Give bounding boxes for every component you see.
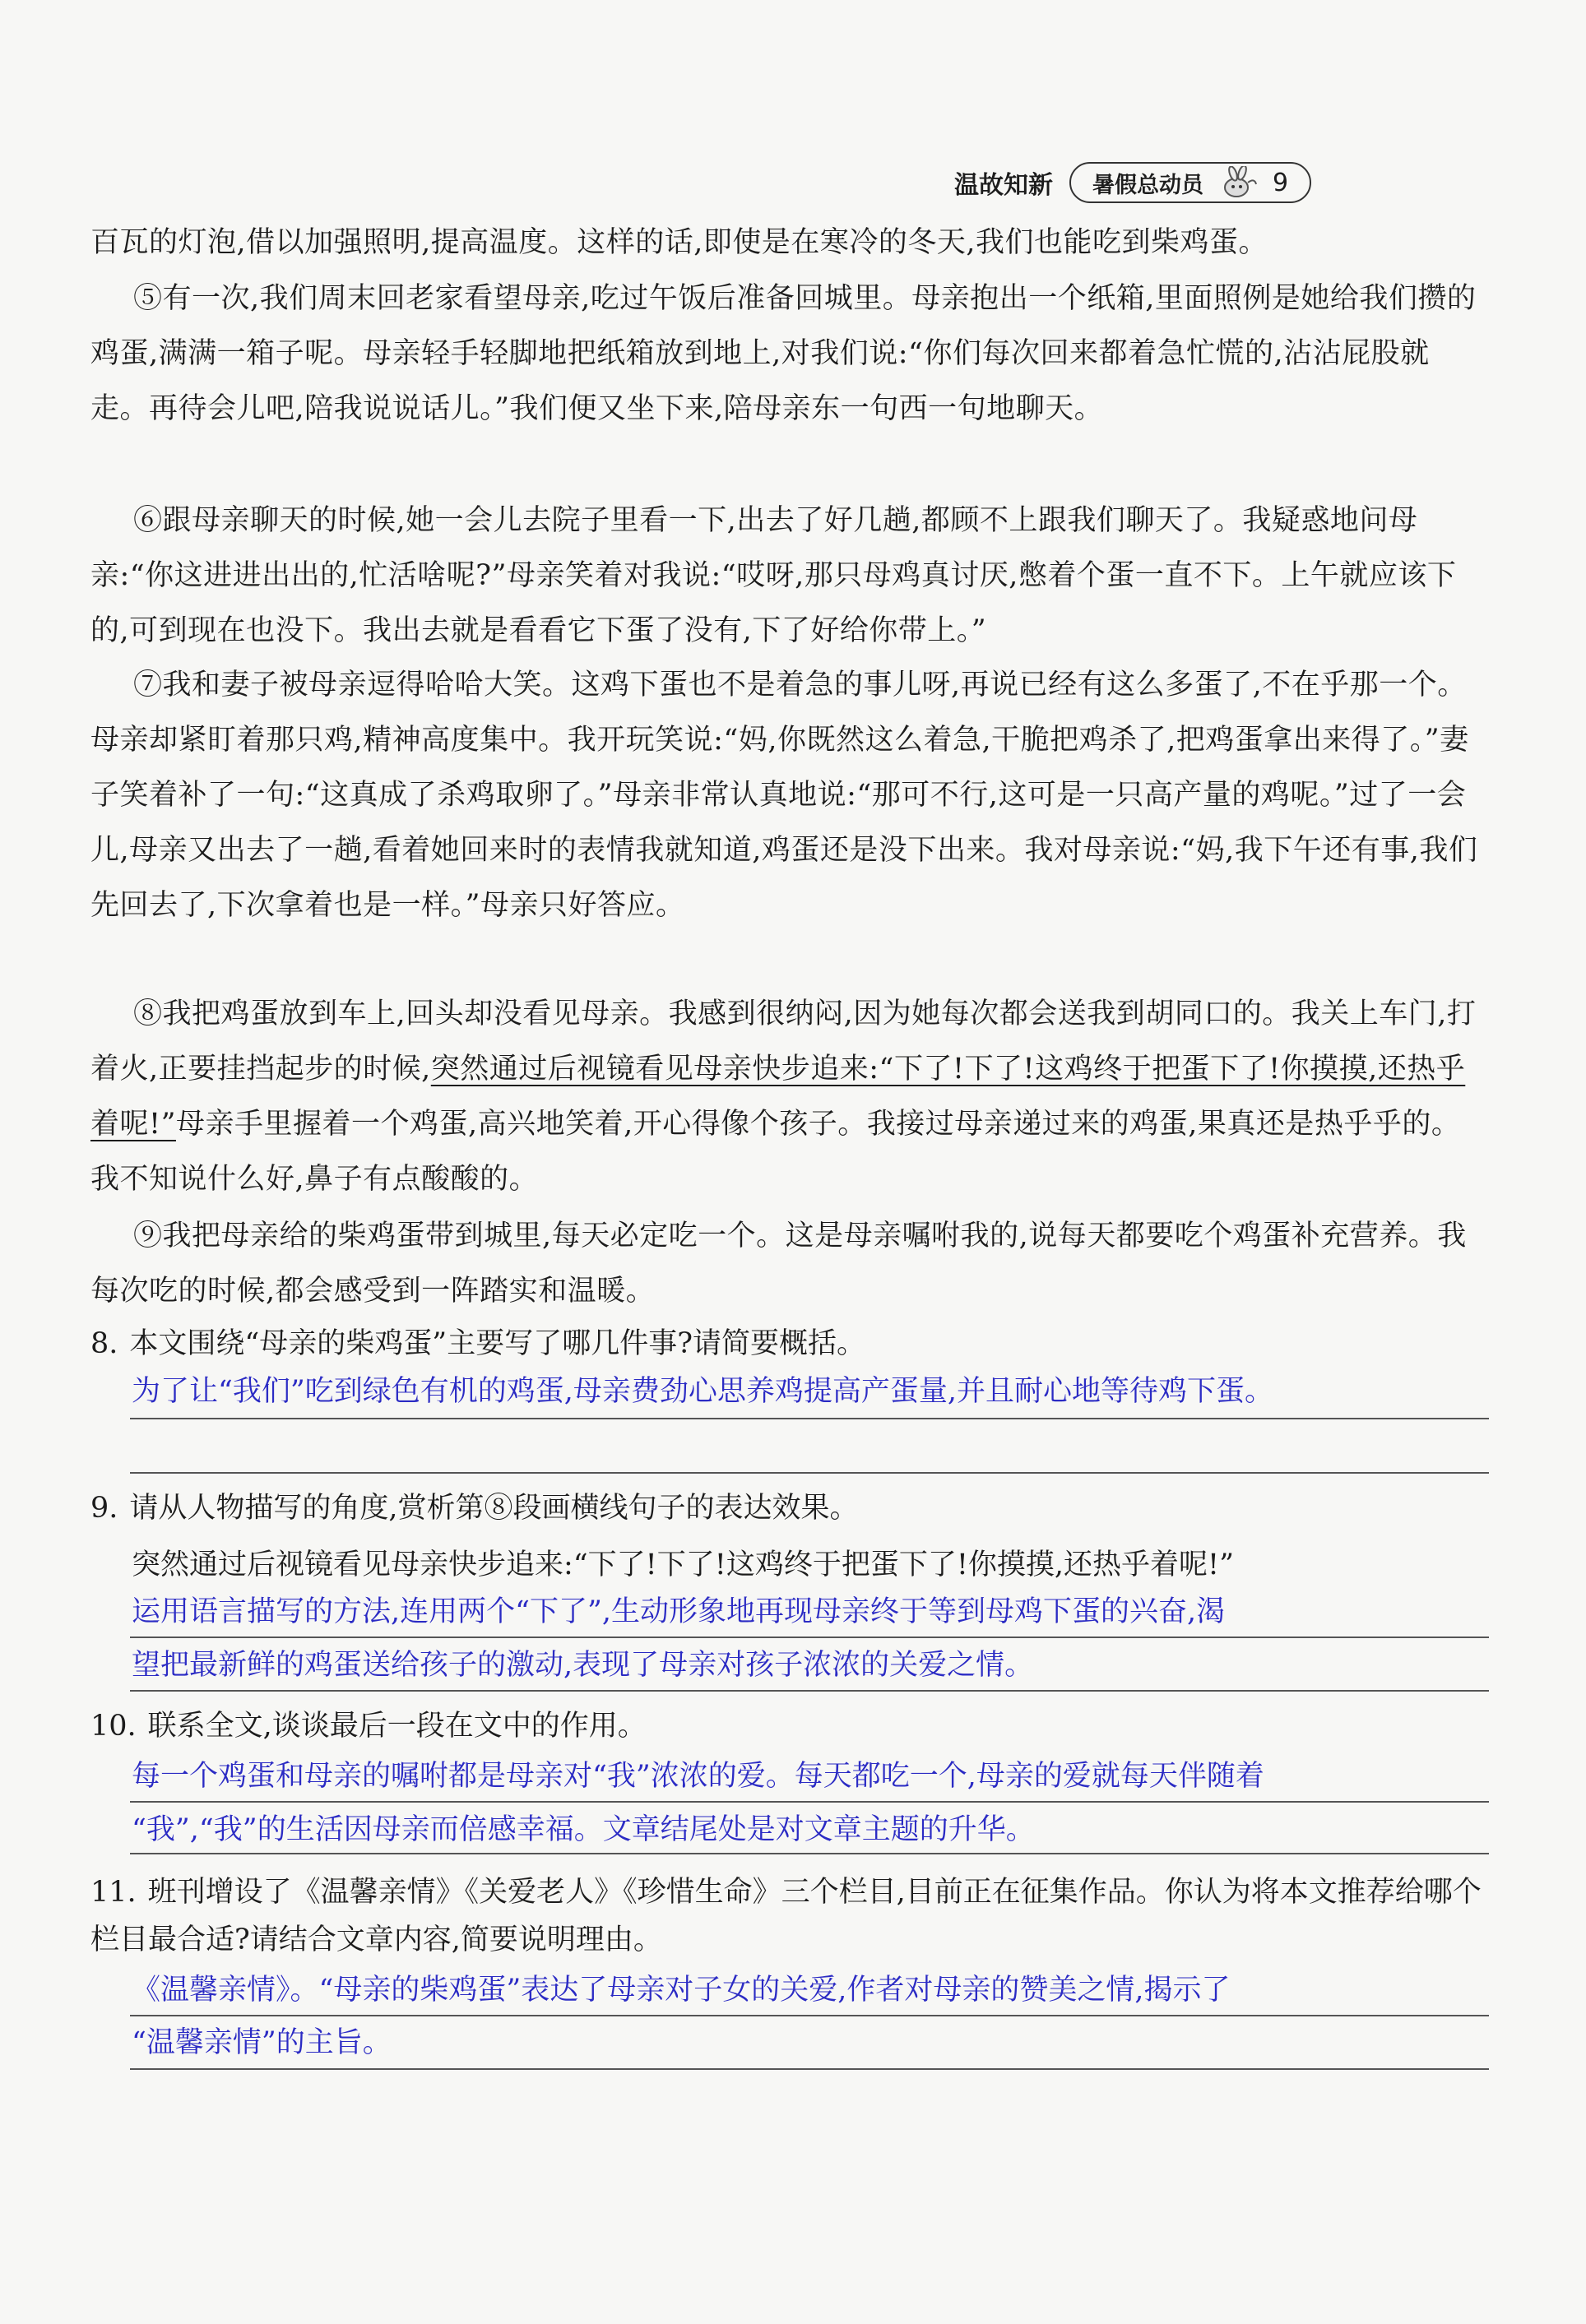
- answer-10-line-1[interactable]: 每一个鸡蛋和母亲的嘱咐都是母亲对“我”浓浓的爱。每天都吃一个,母亲的爱就每天伴随着: [132, 1760, 1264, 1793]
- answer-line: [130, 1801, 1489, 1803]
- question-text: 请从人物描写的角度,赏析第⑧段画横线句子的表达效果。: [129, 1492, 859, 1525]
- question-text: 班刊增设了《温馨亲情》《关爱老人》《珍惜生命》三个栏目,目前正在征集作品。你认为将本文推荐给哪个栏目最合适?请结合文章内容,简要说明理由。: [90, 1876, 1482, 1956]
- answer-9-line-1[interactable]: 运用语言描写的方法,连用两个“下了”,生动形象地再现母亲终于等到母鸡下蛋的兴奋,渴: [132, 1595, 1226, 1628]
- section-title: 温故知新: [954, 171, 1053, 200]
- question-10: [90, 1702, 1487, 1750]
- answer-10-line-2[interactable]: “我”,“我”的生活因母亲而倍感幸福。文章结尾处是对文章主题的升华。: [132, 1813, 1035, 1846]
- p8-underlined-sentence: 突然通过后视镜看见母亲快步追来:“下了!下了!这鸡终于把蛋下了!你摸摸,还热乎着呢!”: [90, 1053, 1466, 1141]
- passage-paragraph-8: [90, 987, 1487, 1207]
- answer-line: [130, 1690, 1489, 1692]
- rabbit-mascot-icon: [1220, 166, 1258, 199]
- answer-11-line-2[interactable]: “温馨亲情”的主旨。: [132, 2026, 392, 2059]
- question-8: [90, 1320, 1487, 1368]
- passage-paragraph-6: ⑥跟母亲聊天的时候,她一会儿去院子里看一下,出去了好几趟,都顾不上跟我们聊天了。我疑惑地问母亲:“你这进进出出的,忙活啥呢?”母亲笑着对我说:“哎呀,那只母鸡真讨厌,憋着个蛋一直不下。上午就应该下的,可到现在也没下。我出去就是看看它下蛋了没有,下了好给你带上。”: [90, 504, 1457, 647]
- question-number: 10.: [90, 1710, 137, 1743]
- answer-11-line-1[interactable]: 《温馨亲情》。“母亲的柴鸡蛋”表达了母亲对子女的关爱,作者对母亲的赞美之情,揭示了: [132, 1974, 1231, 2007]
- page-number: 9: [1273, 168, 1289, 197]
- question-number: 8.: [90, 1327, 118, 1360]
- p8-text-after: 母亲手里握着一个鸡蛋,高兴地笑着,开心得像个孩子。我接过母亲递过来的鸡蛋,果真还是热乎乎的。我不知说什么好,鼻子有点酸酸的。: [90, 1108, 1461, 1196]
- series-title: 暑假总动员: [1092, 172, 1203, 198]
- answer-line: [130, 1472, 1489, 1474]
- question-9: [90, 1484, 1487, 1532]
- question-number: 11.: [90, 1876, 137, 1909]
- passage-paragraph-5: ⑤有一次,我们周末回老家看望母亲,吃过午饭后准备回城里。母亲抱出一个纸箱,里面照例是她给我们攒的鸡蛋,满满一箱子呢。母亲轻手轻脚地把纸箱放到地上,对我们说:“你们每次回来都着急忙慌的,沾沾屁股就走。再待会儿吧,陪我说说话儿。”我们便又坐下来,陪母亲东一句西一句地聊天。: [90, 282, 1477, 425]
- answer-line: [130, 1637, 1489, 1638]
- answer-line: [130, 2068, 1489, 2070]
- question-number: 9.: [90, 1492, 118, 1525]
- answer-line: [130, 1418, 1489, 1419]
- passage-paragraph-7: ⑦我和妻子被母亲逗得哈哈大笑。这鸡下蛋也不是着急的事儿呀,再说已经有这么多蛋了,不在乎那一个。母亲却紧盯着那只鸡,精神高度集中。我开玩笑说:“妈,你既然这么着急,干脆把鸡杀了,把鸡蛋拿出来得了。”妻子笑着补了一句:“这真成了杀鸡取卵了。”母亲非常认真地说:“那可不行,这可是一只高产量的鸡呢。”过了一会儿,母亲又出去了一趟,看着她回来时的表情我就知道,鸡蛋还是没下出来。我对母亲说:“妈,我下午还有事,我们先回去了,下次拿着也是一样。”母亲只好答应。: [90, 669, 1478, 922]
- passage-paragraph-continued: 百瓦的灯泡,借以加强照明,提高温度。这样的话,即使是在寒冷的冬天,我们也能吃到柴鸡蛋。: [90, 226, 1268, 259]
- question-text: 联系全文,谈谈最后一段在文中的作用。: [147, 1710, 647, 1743]
- answer-9-line-2[interactable]: 望把最新鲜的鸡蛋送给孩子的激动,表现了母亲对孩子浓浓的关爱之情。: [132, 1649, 1034, 1682]
- series-badge: [1069, 162, 1311, 203]
- question-11: [90, 1868, 1487, 1964]
- passage-paragraph-9: ⑨我把母亲给的柴鸡蛋带到城里,每天必定吃一个。这是母亲嘱咐我的,说每天都要吃个鸡蛋补充营养。我每次吃的时候,都会感受到一阵踏实和温暖。: [90, 1220, 1467, 1308]
- question-text: 本文围绕“母亲的柴鸡蛋”主要写了哪几件事?请简要概括。: [129, 1327, 865, 1360]
- answer-8[interactable]: 为了让“我们”吃到绿色有机的鸡蛋,母亲费劲心思养鸡提高产蛋量,并且耐心地等待鸡下蛋。: [132, 1375, 1274, 1408]
- page-header: [954, 158, 1311, 207]
- question-9-quote: 突然通过后视镜看见母亲快步追来:“下了!下了!这鸡终于把蛋下了!你摸摸,还热乎着呢!”: [132, 1549, 1234, 1581]
- answer-line: [130, 1853, 1489, 1854]
- p8-text-before: ⑧我把鸡蛋放到车上,回头却没看见母亲。我感到很纳闷,因为她每次都会送我到胡同口的。我关上车门,打着火,正要挂挡起步的时候,: [90, 998, 1477, 1086]
